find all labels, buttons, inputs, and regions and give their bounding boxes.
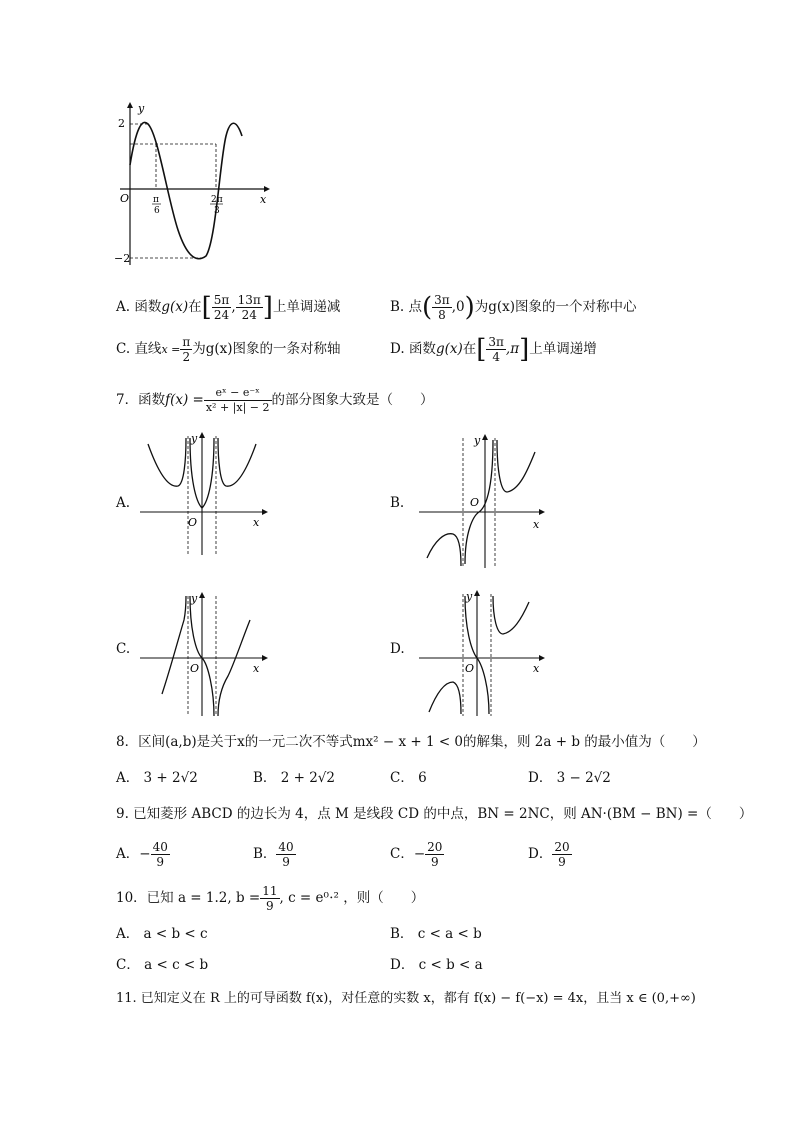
option-text: 函数: [408, 341, 436, 357]
origin-label: O: [190, 662, 200, 675]
x-axis-label: x: [533, 518, 540, 531]
q7-option-d-label[interactable]: D.: [390, 641, 405, 657]
option-text: 直线: [134, 341, 162, 357]
fraction: $\frac{40}{9}$: [152, 840, 168, 869]
origin-label: O: [470, 496, 480, 509]
function-name: g(x): [161, 299, 189, 315]
option-text: 函数: [134, 299, 162, 315]
q9-option-a[interactable]: A．− $\frac{40}{9}$: [116, 840, 168, 869]
q6-y-min-label: −2: [114, 252, 131, 265]
question-text: , c = e⁰⋅² ，则（ ）: [279, 890, 425, 906]
q7-formula-fraction: $\frac{\text{eˣ − e⁻ˣ}}{\text{x² + |x| − 2}}$: [205, 386, 270, 414]
q6-option-b[interactable]: B. 点( $\frac{3\pi}{8}$ ,0)为g(x)图象的一个对称中心: [390, 292, 637, 323]
option-letter: C.: [116, 341, 131, 357]
q8-stem: 8．区间(a,b)是关于x的一元二次不等式mx² − x + 1 < 0的解集，则 2a + b 的最小值为（ ）: [116, 734, 706, 750]
q7-graph-a[interactable]: [140, 430, 270, 560]
q9-stem: 9. 已知菱形 ABCD 的边长为 4，点 M 是线段 CD 的中点，BN = 2NC，则 AN·(BM − BN) =（ ）: [116, 806, 753, 822]
question-text: 函数: [138, 392, 166, 408]
q10-option-a[interactable]: A． a < b < c: [116, 926, 208, 942]
q6-x-axis-label: x: [260, 193, 267, 206]
question-number: 7．: [116, 392, 139, 408]
q6-sine-graph: [112, 100, 272, 270]
q6-tick-2pi3-den: 3: [214, 206, 220, 216]
option-letter: C．: [390, 846, 414, 862]
fraction: $\frac{40}{9}$: [278, 840, 294, 869]
option-letter: B．: [253, 846, 277, 862]
y-axis-label: y: [466, 590, 473, 603]
function-name: g(x): [435, 341, 463, 357]
option-letter: B.: [390, 299, 405, 315]
q8-option-a[interactable]: A． 3 + 2√2: [116, 770, 198, 786]
q6-tick-pi6-den: 6: [154, 206, 160, 216]
fraction: $\frac{13\pi}{24}$: [237, 293, 261, 322]
q7-graph-c[interactable]: [140, 590, 270, 720]
x-axis-label: x: [253, 662, 260, 675]
q6-option-a[interactable]: A. 函数g(x)在[ $\frac{5\pi}{24}$ , $\frac{13\pi}{24}$ ]上单调递减: [116, 292, 341, 323]
x-axis-label: x: [253, 516, 260, 529]
q9-option-c[interactable]: C．− $\frac{20}{9}$: [390, 840, 443, 869]
q6-y-max-label: 2: [118, 117, 125, 130]
q7-stem: [116, 386, 434, 415]
q7-option-a-label[interactable]: A.: [116, 495, 131, 511]
option-letter: D．: [528, 846, 553, 862]
option-text: 为g(x)图象的一条对称轴: [192, 341, 341, 357]
q6-tick-2pi3-num: 2π: [211, 195, 223, 205]
q6-tick-pi6-num: π: [153, 195, 159, 205]
option-text: 上单调递增: [529, 341, 597, 357]
y-axis-label: y: [191, 592, 198, 605]
origin-label: O: [188, 516, 198, 529]
q8-option-c[interactable]: C． 6: [390, 770, 427, 786]
q10-option-d[interactable]: D． c < b < a: [390, 957, 483, 973]
fraction: $\frac{\pi}{2}$: [182, 335, 191, 364]
function-name: f(x) =: [165, 392, 204, 408]
option-text: 在: [188, 299, 202, 315]
q9-option-b[interactable]: [253, 840, 296, 869]
q7-option-c-label[interactable]: C.: [116, 641, 131, 657]
q10-option-b[interactable]: B． c < a < b: [390, 926, 482, 942]
option-letter: A．: [116, 846, 140, 862]
q8-option-b[interactable]: B． 2 + 2√2: [253, 770, 335, 786]
question-text: 10．已知 a = 1.2, b =: [116, 890, 261, 906]
q10-stem: [116, 884, 424, 913]
x-axis-label: x: [533, 662, 540, 675]
origin-label: O: [465, 662, 475, 675]
question-text: 的部分图象大致是（ ）: [271, 392, 434, 408]
option-text: 上单调递减: [272, 299, 341, 315]
option-text: 为g(x)图象的一个对称中心: [474, 299, 637, 315]
q8-option-d[interactable]: D． 3 − 2√2: [528, 770, 611, 786]
q10-option-c[interactable]: C． a < c < b: [116, 957, 209, 973]
fraction: $\frac{5\pi}{24}$: [213, 293, 230, 322]
q7-option-b-label[interactable]: B.: [390, 495, 405, 511]
fraction: $\frac{3\pi}{8}$: [434, 293, 450, 322]
q7-graph-b[interactable]: [415, 432, 550, 572]
q6-option-c[interactable]: C. 直线x = $\frac{\pi}{2}$ 为g(x)图象的一条对称轴: [116, 335, 341, 364]
option-letter: D.: [390, 341, 405, 357]
q6-option-d[interactable]: D. 函数g(x)在[ $\frac{3\pi}{4}$ ,π]上单调递增: [390, 334, 597, 365]
fraction: $\frac{3\pi}{4}$: [488, 335, 504, 364]
y-axis-label: y: [191, 432, 198, 445]
option-letter: A.: [116, 299, 131, 315]
fraction: $\frac{11}{9}$: [262, 884, 278, 913]
q11-stem: 11. 已知定义在 R 上的可导函数 f(x)，对任意的实数 x，都有 f(x) − f(−x) = 4x，且当 x ∈ (0,+∞): [116, 991, 696, 1006]
option-text: 在: [462, 341, 477, 357]
q9-option-d[interactable]: [528, 840, 572, 869]
fraction: $\frac{20}{9}$: [554, 840, 570, 869]
fraction: $\frac{20}{9}$: [427, 840, 443, 869]
q6-origin-label: O: [120, 192, 130, 205]
q7-graph-d[interactable]: [415, 588, 550, 720]
y-axis-label: y: [474, 434, 481, 447]
option-text: 点: [408, 299, 423, 315]
q6-y-axis-label: y: [138, 102, 145, 115]
